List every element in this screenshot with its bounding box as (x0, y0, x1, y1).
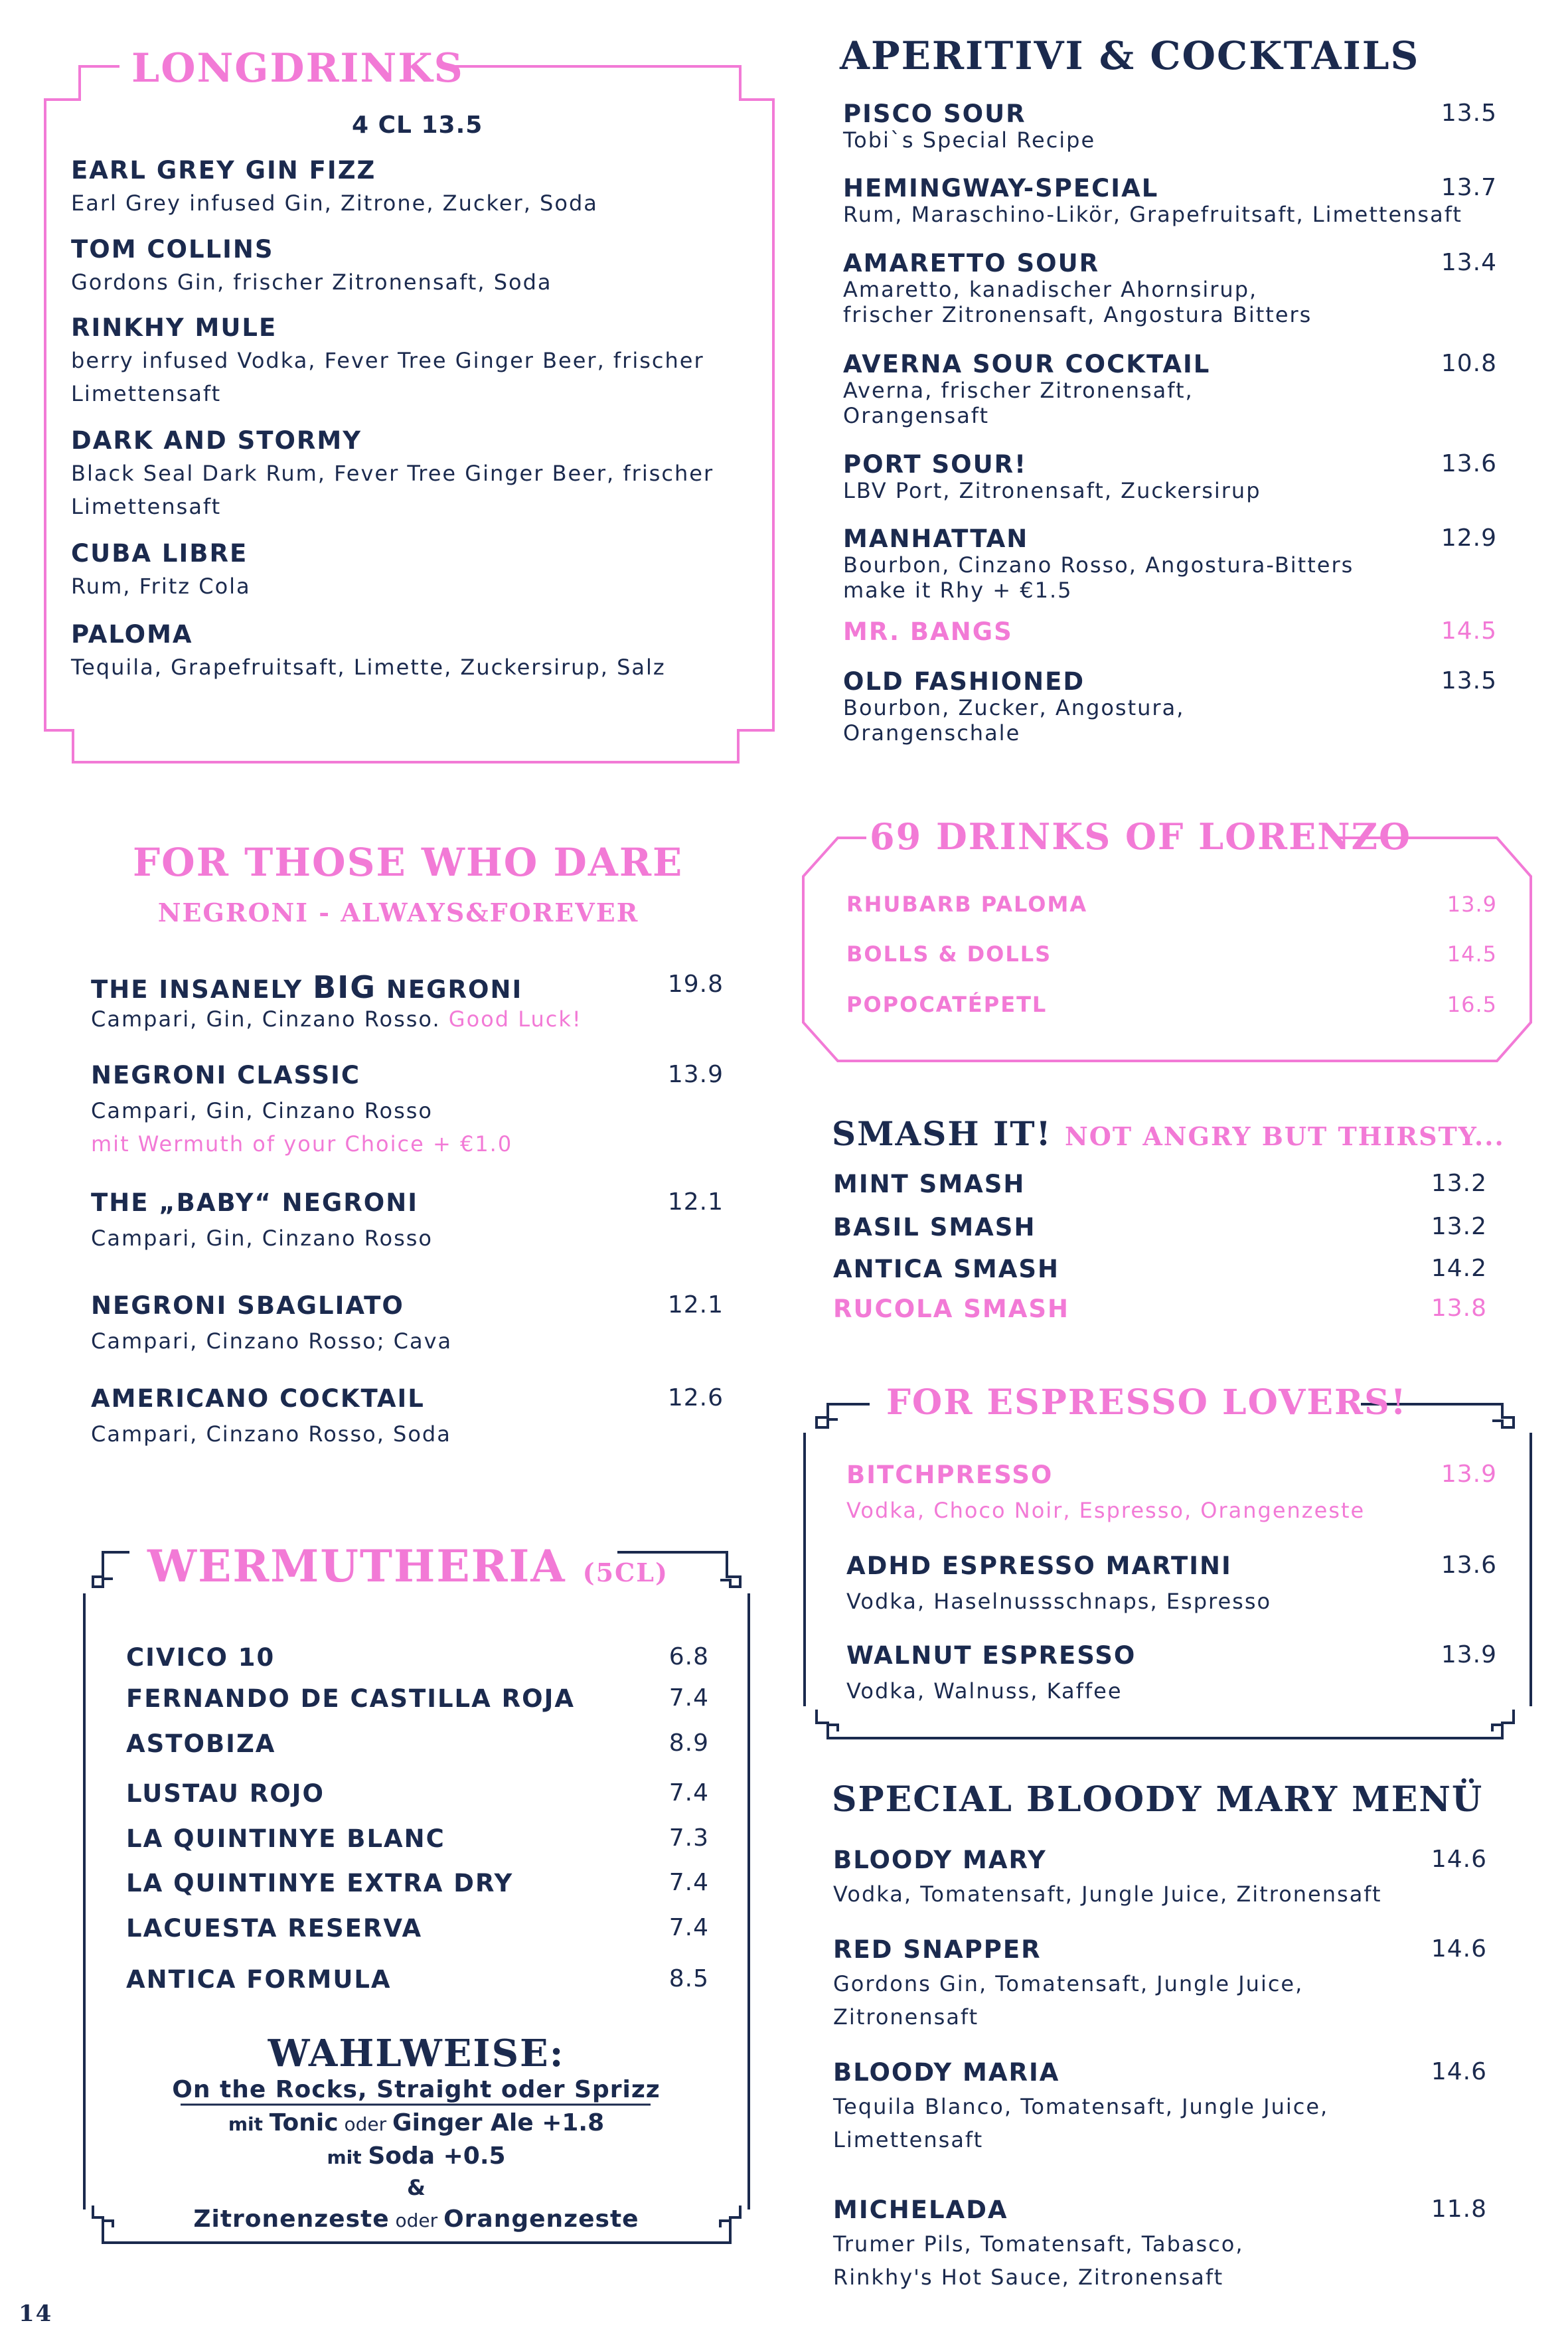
big-negroni-big: BIG (313, 969, 377, 1005)
wahlweise-line3 (151, 2142, 682, 2170)
lorenzo-price: 16.5 (1447, 992, 1497, 1017)
negroni-name: THE „BABY“ NEGRONI (91, 1188, 418, 1217)
cocktail-name: HEMINGWAY-SPECIAL (843, 174, 1159, 202)
smash-price: 13.8 (1431, 1295, 1487, 1322)
wahlweise-line1: On the Rocks, Straight oder Sprizz (172, 2076, 661, 2103)
cocktail-desc: frischer Zitronensaft, Angostura Bitters (843, 302, 1312, 327)
wermutheria-title-main: WERMUTHERIA (147, 1540, 566, 1592)
negroni-name: NEGRONI SBAGLIATO (91, 1291, 404, 1320)
longdrink-desc: Gordons Gin, frischer Zitronensaft, Soda (71, 270, 552, 295)
lorenzo-name: POPOCATÉPETL (846, 992, 1048, 1017)
negroni-name: NEGRONI CLASSIC (91, 1061, 361, 1089)
longdrink-desc: Tequila, Grapefruitsaft, Limette, Zuckersirup, Salz (71, 655, 666, 680)
negroni-desc: Campari, Cinzano Rosso, Soda (91, 1421, 451, 1447)
longdrink-desc: Rum, Fritz Cola (71, 574, 251, 599)
smash-price: 13.2 (1431, 1170, 1487, 1197)
espresso-name: ADHD ESPRESSO MARTINI (846, 1552, 1232, 1580)
wermut-name: LA QUINTINYE BLANC (126, 1824, 445, 1853)
cocktail-name: AVERNA SOUR COCKTAIL (843, 350, 1211, 378)
cocktail-price: 14.5 (1441, 617, 1497, 645)
bloody-price: 11.8 (1431, 2196, 1487, 2223)
cocktail-name: PORT SOUR! (843, 450, 1028, 479)
espresso-desc: Vodka, Haselnussschnaps, Espresso (846, 1589, 1272, 1614)
bloody-name: BLOODY MARIA (833, 2058, 1060, 2087)
negroni-price: 12.6 (667, 1384, 724, 1411)
wahlweise-line2 (151, 2109, 682, 2136)
cocktail-desc: Averna, frischer Zitronensaft, (843, 378, 1194, 403)
bloody-price: 14.6 (1431, 2058, 1487, 2085)
dare-title: FOR THOSE WHO DARE (133, 840, 684, 885)
smash-subtitle: NOT ANGRY BUT THIRSTY... (1064, 1121, 1505, 1151)
cocktail-price: 12.9 (1441, 524, 1497, 552)
espresso-price: 13.6 (1441, 1552, 1497, 1579)
smash-name: MINT SMASH (833, 1170, 1026, 1198)
wermut-price: 8.9 (668, 1729, 709, 1757)
cocktail-desc: LBV Port, Zitronensaft, Zuckersirup (843, 478, 1261, 503)
cocktail-name: AMARETTO SOUR (843, 249, 1100, 278)
wermut-name: FERNANDO DE CASTILLA ROJA (126, 1684, 575, 1713)
longdrink-desc: berry infused Vodka, Fever Tree Ginger Beer, frischer (71, 348, 704, 373)
longdrink-name: DARK AND STORMY (71, 426, 362, 455)
cocktail-desc: Amaretto, kanadischer Ahornsirup, (843, 277, 1258, 302)
bloody-price: 14.6 (1431, 1935, 1487, 1963)
bloody-desc: Rinkhy's Hot Sauce, Zitronensaft (833, 2265, 1224, 2290)
negroni-price: 12.1 (667, 1291, 724, 1319)
dare-subtitle: NEGRONI - ALWAYS&FOREVER (157, 898, 639, 927)
big-negroni-desc (91, 1006, 582, 1032)
longdrink-name: EARL GREY GIN FIZZ (71, 156, 376, 185)
bloody-name: BLOODY MARY (833, 1846, 1047, 1874)
espresso-name: BITCHPRESSO (846, 1461, 1054, 1489)
longdrink-desc: Black Seal Dark Rum, Fever Tree Ginger Beer, frischer (71, 461, 714, 486)
smash-name: ANTICA SMASH (833, 1255, 1059, 1283)
wahl-soda: Soda +0.5 (368, 2142, 506, 2170)
cocktail-price: 10.8 (1441, 350, 1497, 377)
bloody-desc: Zitronensaft (833, 2004, 979, 2030)
wahl-mit-2: mit (327, 2146, 368, 2168)
wahl-ginger: Ginger Ale +1.8 (392, 2109, 605, 2136)
wahlweise-line4: & (407, 2175, 426, 2200)
big-negroni-price: 19.8 (667, 971, 724, 998)
cocktail-desc: Orangenschale (843, 720, 1021, 746)
wahlweise-line5 (151, 2206, 682, 2233)
bloody-desc: Gordons Gin, Tomatensaft, Jungle Juice, (833, 1971, 1304, 1996)
lorenzo-price: 13.9 (1447, 892, 1497, 917)
wermut-price: 7.4 (668, 1869, 709, 1896)
espresso-name: WALNUT ESPRESSO (846, 1641, 1137, 1670)
cocktail-price: 13.5 (1441, 100, 1497, 127)
wermut-name: LA QUINTINYE EXTRA DRY (126, 1869, 514, 1897)
wermut-name: ASTOBIZA (126, 1729, 276, 1758)
longdrink-desc: Earl Grey infused Gin, Zitrone, Zucker, Soda (71, 191, 598, 216)
cocktail-desc: Orangensaft (843, 403, 990, 428)
negroni-desc: Campari, Gin, Cinzano Rosso (91, 1098, 433, 1123)
wermut-price: 6.8 (668, 1643, 709, 1670)
big-negroni-pre: THE INSANELY (91, 975, 313, 1004)
longdrink-desc: Limettensaft (71, 494, 222, 519)
longdrinks-title: LONGDRINKS (131, 45, 464, 92)
cocktail-name: PISCO SOUR (843, 100, 1026, 128)
wermut-price: 7.4 (668, 1779, 709, 1807)
bloody-name: RED SNAPPER (833, 1935, 1042, 1964)
bloody-desc: Trumer Pils, Tomatensaft, Tabasco, (833, 2231, 1244, 2257)
cocktail-name: OLD FASHIONED (843, 667, 1085, 696)
wermut-name: ANTICA FORMULA (126, 1965, 392, 1994)
negroni-desc: Campari, Cinzano Rosso; Cava (91, 1328, 453, 1354)
cocktail-desc: Bourbon, Cinzano Rosso, Angostura-Bitters (843, 552, 1354, 578)
negroni-price: 12.1 (667, 1188, 724, 1216)
lorenzo-title: 69 DRINKS OF LORENZO (870, 815, 1412, 858)
wermut-price: 8.5 (668, 1965, 709, 1992)
smash-name: BASIL SMASH (833, 1213, 1036, 1242)
cocktail-name: MR. BANGS (843, 617, 1013, 646)
longdrink-desc: Limettensaft (71, 381, 222, 406)
wahl-oder-2: oder (389, 2209, 444, 2231)
smash-price: 13.2 (1431, 1213, 1487, 1240)
longdrink-name: TOM COLLINS (71, 235, 274, 264)
lorenzo-name: BOLLS & DOLLS (846, 941, 1052, 967)
cocktail-price: 13.6 (1441, 450, 1497, 477)
wermut-name: LACUESTA RESERVA (126, 1914, 423, 1943)
aperitivi-title: APERITIVI & COCKTAILS (840, 33, 1420, 78)
longdrink-name: PALOMA (71, 620, 193, 649)
bloody-desc: Limettensaft (833, 2127, 984, 2152)
cocktail-desc: Bourbon, Zucker, Angostura, (843, 695, 1185, 720)
big-negroni-name (91, 969, 522, 1005)
wermut-name: LUSTAU ROJO (126, 1779, 325, 1808)
big-negroni-post: NEGRONI (376, 975, 523, 1004)
negroni-desc: Campari, Gin, Cinzano Rosso (91, 1226, 433, 1251)
big-negroni-desc-text: Campari, Gin, Cinzano Rosso. (91, 1006, 449, 1032)
wahl-orange: Orangenzeste (443, 2206, 639, 2233)
lorenzo-name: RHUBARB PALOMA (846, 892, 1088, 917)
smash-price: 14.2 (1431, 1255, 1487, 1282)
bloody-name: MICHELADA (833, 2196, 1008, 2224)
cocktail-price: 13.7 (1441, 174, 1497, 201)
longdrink-name: CUBA LIBRE (71, 539, 248, 568)
wahlweise-title: WAHLWEISE: (268, 2032, 565, 2075)
cocktail-name: MANHATTAN (843, 524, 1029, 553)
smash-name: RUCOLA SMASH (833, 1295, 1069, 1323)
cocktail-price: 13.5 (1441, 667, 1497, 694)
bloody-price: 14.6 (1431, 1846, 1487, 1873)
lorenzo-price: 14.5 (1447, 941, 1497, 967)
wermut-price: 7.4 (668, 1914, 709, 1941)
cocktail-desc: Rum, Maraschino-Likör, Grapefruitsaft, Limettensaft (843, 202, 1462, 227)
espresso-desc: Vodka, Walnuss, Kaffee (846, 1678, 1123, 1704)
bloody-desc: Tequila Blanco, Tomatensaft, Jungle Juice, (833, 2094, 1329, 2119)
wermut-price: 7.3 (668, 1824, 709, 1852)
cocktail-desc: make it Rhy + €1.5 (843, 578, 1073, 603)
espresso-desc: Vodka, Choco Noir, Espresso, Orangenzeste (846, 1498, 1366, 1523)
page-number: 14 (19, 2300, 53, 2327)
wahl-zitrone: Zitronenzeste (193, 2206, 390, 2233)
negroni-name: AMERICANO COCKTAIL (91, 1384, 425, 1413)
bloody-desc: Vodka, Tomatensaft, Jungle Juice, Zitronensaft (833, 1882, 1382, 1907)
wahl-oder-1: oder (338, 2113, 393, 2135)
longdrinks-subtitle: 4 CL 13.5 (352, 112, 483, 139)
espresso-price: 13.9 (1441, 1641, 1497, 1668)
wahl-mit-1: mit (228, 2113, 270, 2135)
negroni-price: 13.9 (667, 1061, 724, 1088)
smash-title-main: SMASH IT! (832, 1114, 1052, 1153)
bloody-title: SPECIAL BLOODY MARY MENÜ (832, 1779, 1484, 1820)
good-luck-text: Good Luck! (448, 1006, 582, 1032)
cocktail-price: 13.4 (1441, 249, 1497, 276)
wermutheria-title (147, 1540, 668, 1592)
wermutheria-title-suffix: (5CL) (582, 1558, 668, 1587)
negroni-extra: mit Wermuth of your Choice + €1.0 (91, 1131, 513, 1157)
wahl-tonic: Tonic (269, 2109, 339, 2136)
longdrink-name: RINKHY MULE (71, 313, 277, 342)
cocktail-desc: Tobi`s Special Recipe (843, 127, 1096, 153)
wermut-price: 7.4 (668, 1684, 709, 1712)
espresso-price: 13.9 (1441, 1461, 1497, 1488)
espresso-title: FOR ESPRESSO LOVERS! (886, 1382, 1407, 1423)
wermut-name: CIVICO 10 (126, 1643, 275, 1672)
smash-title (832, 1114, 1505, 1153)
